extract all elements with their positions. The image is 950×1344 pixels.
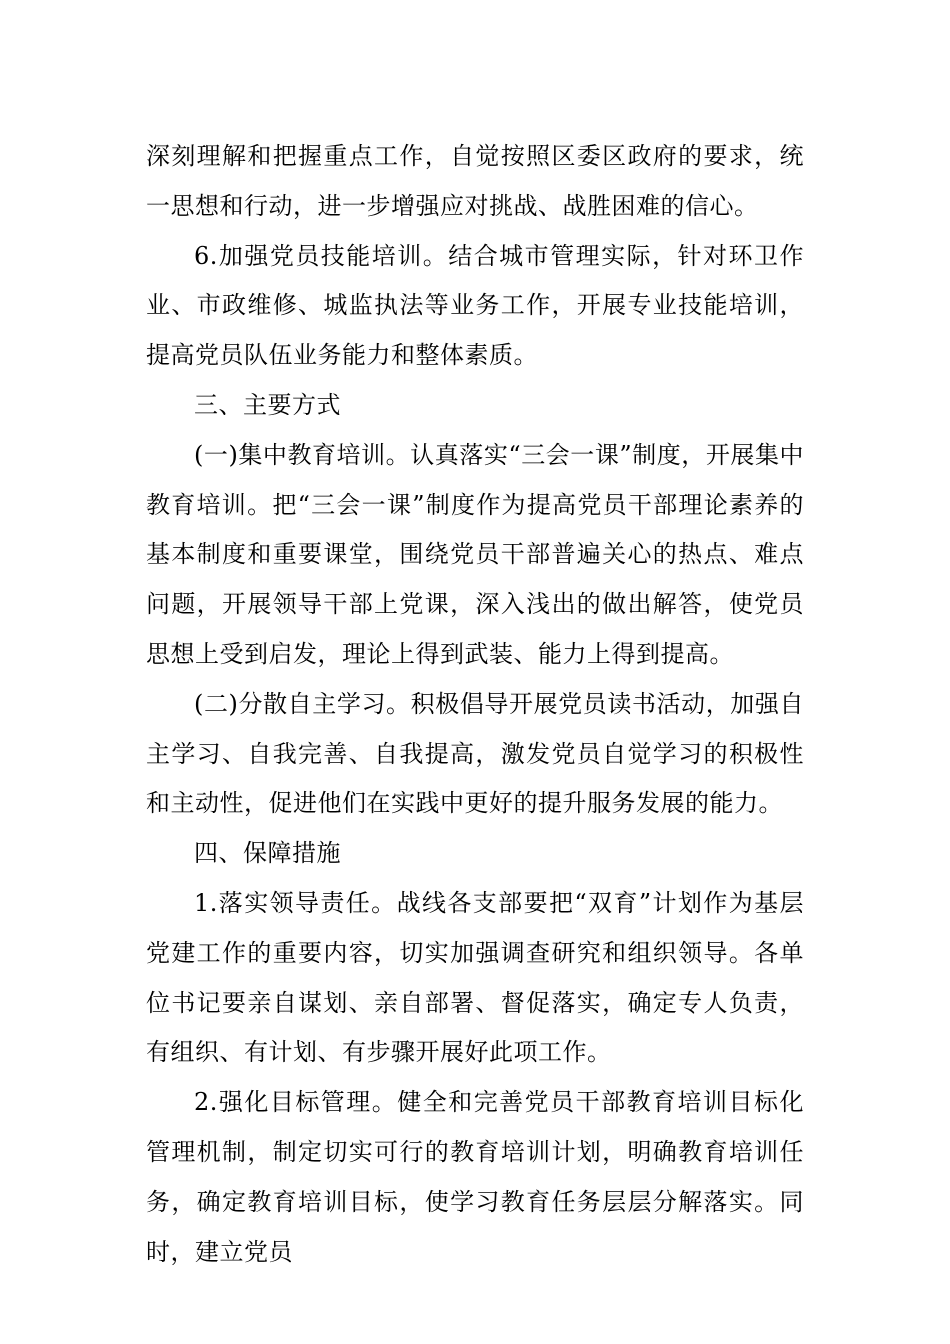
paragraph-self-study: (二)分散自主学习。积极倡导开展党员读书活动，加强自主学习、自我完善、自我提高，激发党员自觉学习的积极性和主动性，促进他们在实践中更好的提升服务发展的能力。	[146, 689, 804, 818]
paragraph-centralized-training: (一)集中教育培训。认真落实“三会一课”制度，开展集中教育培训。把“三会一课”制度作为提高党员干部理论素养的基本制度和重要课堂，围绕党员干部普遍关心的热点、难点问题，开展领导干部上党课，深入浅出的做出解答，使党员思想上受到启发，理论上得到武装、能力上得到提高。	[146, 440, 804, 668]
paragraph-continuation: 深刻理解和把握重点工作，自觉按照区委区政府的要求，统一思想和行动，进一步增强应对挑战、战胜困难的信心。	[146, 142, 804, 220]
document-body	[146, 132, 804, 1277]
paragraph-target-management: 2.强化目标管理。健全和完善党员干部教育培训目标化管理机制，制定切实可行的教育培训计划，明确教育培训任务，确定教育培训目标，使学习教育任务层层分解落实。同时，建立党员	[146, 1088, 804, 1266]
paragraph-leadership-responsibility: 1.落实领导责任。战线各支部要把“双育”计划作为基层党建工作的重要内容，切实加强调查研究和组织领导。各单位书记要亲自谋划、亲自部署、督促落实，确定专人负责，有组织、有计划、有步骤开展好此项工作。	[146, 888, 804, 1067]
section-heading-safeguards: 四、保障措施	[194, 839, 341, 868]
paragraph-skills-training: 6.加强党员技能培训。结合城市管理实际，针对环卫作业、市政维修、城监执法等业务工作，开展专业技能培训，提高党员队伍业务能力和整体素质。	[146, 241, 804, 370]
section-heading-main-methods: 三、主要方式	[194, 390, 341, 419]
